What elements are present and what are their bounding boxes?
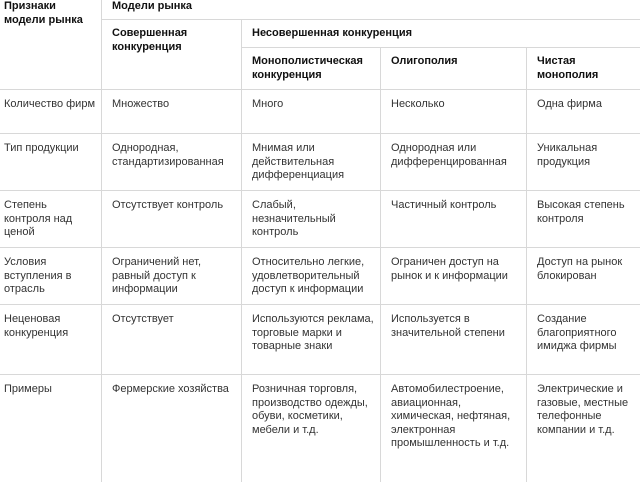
row-divider [241,47,640,48]
column-divider [380,47,381,482]
table-cell: Одна фирма [537,98,602,110]
row-feature: Тип продукции [4,142,79,154]
row-divider [0,247,640,248]
row-feature: Степень контроля над ценой [4,199,73,238]
table-cell: Ограничений нет, равный доступ к информации [112,256,201,295]
table-cell: Автомобилестроение, авиационная, химическая, нефтяная, электронная промышленность и т.д. [391,383,511,449]
header-market-models: Модели рынка [112,0,193,12]
table-cell: Отсутствует контроль [112,199,224,211]
table-cell: Создание благоприятного имиджа фирмы [537,313,617,352]
header-oligopoly: Олигополия [391,55,458,67]
row-divider [0,89,640,90]
table-cell: Розничная торговля, производство одежды, обуви, косметики, мебели и т.д. [252,383,368,436]
column-divider [526,47,527,482]
row-divider [0,190,640,191]
table-cell: Несколько [391,98,445,110]
row-divider [101,19,640,20]
table-cell: Относительно легкие, удовлетворительный доступ к информации [252,256,365,295]
table-cell: Электрические и газовые, местные телефонные компании и т.д. [537,383,629,436]
table-cell: Множество [112,98,170,110]
table-cell: Высокая степень контроля [537,199,625,225]
table-cell: Уникальная продукция [537,142,598,168]
row-feature: Примеры [4,383,52,395]
row-feature: Условия вступления в отрасль [4,256,72,295]
table-cell: Мнимая или действительная дифференциация [252,142,345,181]
table-cell: Используются реклама, торговые марки и товарные знаки [252,313,374,352]
header-imperfect-competition: Несовершенная конкуренция [252,27,412,39]
row-feature: Количество фирм [4,98,96,110]
row-divider [0,374,640,375]
table-cell: Используется в значительной степени [391,313,505,339]
table-cell: Слабый, незначительный контроль [252,199,336,238]
header-market-features: Признаки модели рынка [4,0,83,26]
table-cell: Однородная, стандартизированная [112,142,224,168]
header-perfect-competition: Совершенная конкуренция [112,27,188,53]
table-cell: Однородная или дифференцированная [391,142,507,168]
row-divider [0,304,640,305]
table-cell: Много [252,98,284,110]
header-pure-monopoly: Чистая монополия [537,55,599,81]
table-cell: Ограничен доступ на рынок и к информации [391,256,508,282]
table-cell: Фермерские хозяйства [112,383,229,395]
table-cell: Частичный контроль [391,199,497,211]
table-cell: Отсутствует [112,313,174,325]
column-divider [101,0,102,482]
row-feature: Неценовая конкуренция [4,313,69,339]
header-monopolistic-competition: Монополистическая конкуренция [252,55,363,81]
row-divider [0,133,640,134]
table-cell: Доступ на рынок блокирован [537,256,623,282]
